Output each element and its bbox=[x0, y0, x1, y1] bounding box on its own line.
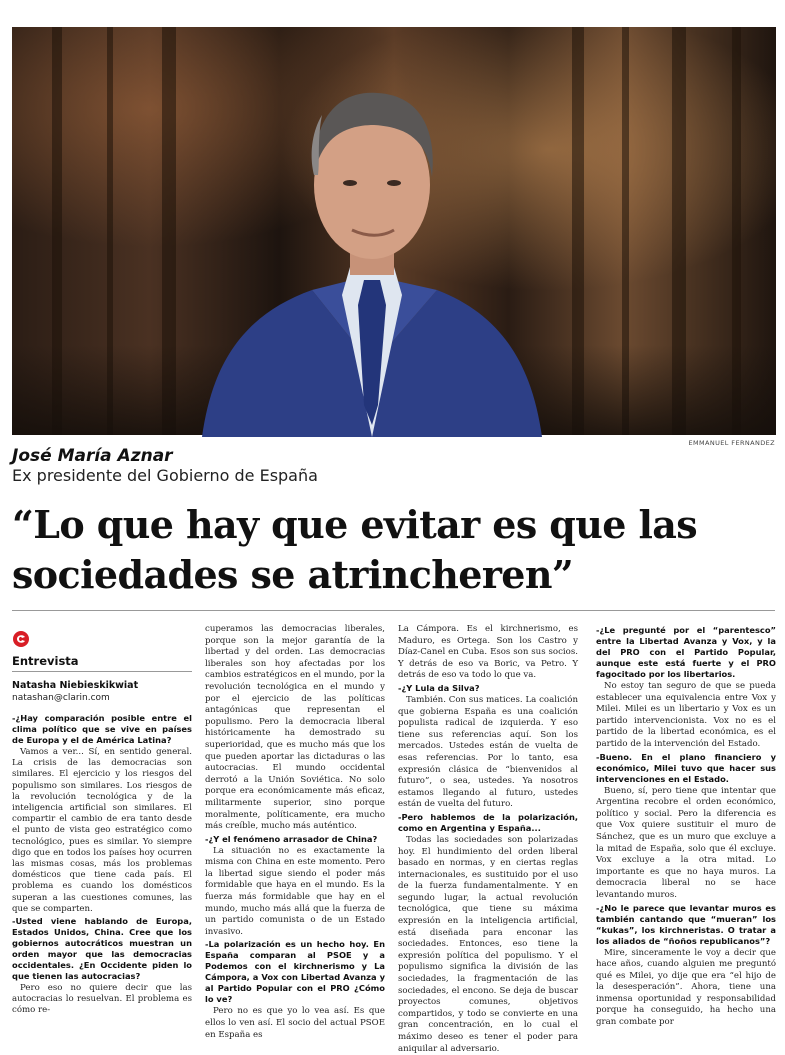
headline: “Lo que hay que evitar es que las sociedades se atrincheren” bbox=[12, 502, 698, 597]
article-column-3 bbox=[398, 624, 578, 1054]
question: -¿Le pregunté por el “parentesco” entre la Libertad Avanza y Vox, y la del PRO con el Partido Popular, aunque este está fuerte y el PRO fagocitado por los libertarios. bbox=[596, 625, 776, 679]
question: -¿Hay comparación posible entre el clima político que se vive en países de Europa y el de América Latina? bbox=[12, 713, 192, 745]
article-column-1 bbox=[12, 712, 192, 1016]
answer-paragraph: Bueno, sí, pero tiene que intentar que Argentina recobre el orden económico, político y social. Pero la diferencia es que Vox quiere sustituir el muro de Sánchez, que es un muro que excluye a la mitad de España, solo que él excluye. Vox excluye a la otra mitad. Lo importante es que no haya muros. La democracia liberal no se hace levantando muros. bbox=[596, 785, 776, 900]
question: -La polarización es un hecho hoy. En España comparan al PSOE y a Podemos con el kirchnerismo y La Cámpora, a Vox con Libertad Avanza y al Partido Popular con el PRO ¿Cómo lo ve? bbox=[205, 939, 385, 1005]
answer-paragraph: La situación no es exactamente la misma con China en este momento. Pero la libertad sigue siendo el poder más formidable que haya en el mundo. Es la fuerza más formidable que hay en el mundo, mucho más allá que la fuerza de un partido comunista o de un Estado invasivo. bbox=[205, 845, 385, 937]
answer-paragraph: cuperamos las democracias liberales, porque son la mejor garantía de la libertad y del orden. Las democracias liberales son hoy afectadas por los cambios estratégicos en el mundo, por la revolución tecnológica en el mundo y por el ejercicio de las políticas antagónicas que representan el populismo. Pero la democracia liberal históricamente ha demostrado su superioridad, que es mucho más que los que pueden aportar las dictaduras o las autocracias. El mundo occidental derrotó a la Unión Soviética. No solo porque era económicamente más eficaz, militarmente superior, sino porque moralmente, políticamente, era mucho más creíble, mucho más auténtico. bbox=[205, 624, 385, 832]
question: -Pero hablemos de la polarización, como en Argentina y España... bbox=[398, 811, 578, 833]
question: -¿Y el fenómeno arrasador de China? bbox=[205, 833, 378, 844]
question: -¿No le parece que levantar muros es también cantando que “mueran” los “kukas”, los kirchneristas. O tratar a los aliados de “ñoños republicanos”? bbox=[596, 902, 776, 946]
answer-paragraph: La Cámpora. Es el kirchnerismo, es Maduro, es Ortega. Son los Castro y Díaz-Canel en Cuba. Esos son sus socios. Y detrás de eso va Boric, va Petro. Y detrás de eso va todo lo que va. bbox=[398, 624, 578, 681]
author-name: Natasha Niebieskikwiat bbox=[12, 680, 139, 691]
section-label: Entrevista bbox=[12, 654, 79, 668]
clarin-logo-icon bbox=[12, 630, 30, 648]
divider bbox=[12, 610, 775, 611]
article-column-2 bbox=[205, 624, 385, 1040]
photo-credit: EMMANUEL FERNANDEZ bbox=[688, 439, 775, 447]
portrait-figure bbox=[202, 65, 542, 437]
answer-paragraph: Vamos a ver... Sí, en sentido general. La crisis de las democracias son similares. El ejercicio y los riesgos del populismo son similares. Los riesgos de la revolución tecnológica y de la inteligencia artificial son similares. El compartir el cambio de era tanto desde el punto de vista geo estratégico como tecnológico, pues es similar. Yo siempre digo que en todos los países hoy ocurren las mismas cosas, más los problemas domésticos que tiene cada país. El problema es cuando los domésticos superan a las cuestiones comunes, las que se comparten. bbox=[12, 747, 192, 914]
answer-paragraph: No estoy tan seguro de que se pueda establecer una equivalencia entre Vox y Milei. Milei es un libertario y Vox es un partido intervencionista. Vox no es el partido de la libertad económica, es el partido de la intervención del Estado. bbox=[596, 681, 776, 749]
question: -¿Y Lula da Silva? bbox=[398, 682, 480, 693]
answer-paragraph: Mire, sinceramente le voy a decir que hace años, cuando alguien me preguntó qué es Milei, yo dije que era “el hijo de la desesperación”. Ahora, tiene una inmensa oportunidad y responsabilidad porque ha conseguido, ha hecho una gran combate por bbox=[596, 947, 776, 1028]
article-column-4 bbox=[596, 624, 776, 1028]
subject-name: José María Aznar bbox=[12, 446, 173, 466]
subject-role: Ex presidente del Gobierno de España bbox=[12, 466, 318, 485]
portrait-photo bbox=[12, 27, 776, 435]
divider bbox=[12, 671, 192, 672]
question: -Usted viene hablando de Europa, Estados Unidos, China. Cree que los gobiernos autocráticos muestran un orden mayor que las democracias occidentales. ¿En Occidente piden lo que tienen las autocracias? bbox=[12, 916, 192, 982]
answer-paragraph: Todas las sociedades son polarizadas hoy. El hundimiento del orden liberal basado en normas, y en ciertas reglas internacionales, es sustituido por el uso de la fuerza fundamentalmente. Y en segundo lugar, la actual revolución tecnológica, que tiene su máxima expresión en la inteligencia artificial, está diseñada para enconar las sociedades. Entonces, eso tiene la expresión política del populismo. Y el populismo significa la división de las sociedades, la fragmentación de las sociedades, el encono. Se deja de buscar proyectos comunes, objetivos compartidos, y todo se convierte en una gran concentración, en lo cual el máximo deseo es tener el poder para aniquilar al adversario. bbox=[398, 834, 578, 1054]
answer-paragraph: Pero no es que yo lo vea así. Es que ellos lo ven así. El socio del actual PSOE en España es bbox=[205, 1006, 385, 1040]
answer-paragraph: También. Con sus matices. La coalición que gobierna España es una coalición populista radical de izquierda. Y eso tiene sus referencias aquí. Son los mercados. Ustedes están de vuelta de esas referencias. Por lo tanto, esa expresión clásica de “bienvenidos al futuro”, o sea, ustedes. Ya nosotros estamos llegando al futuro, ustedes están de vuelta del futuro. bbox=[398, 694, 578, 810]
author-email[interactable]: natashan@clarin.com bbox=[12, 693, 110, 703]
answer-paragraph: Pero eso no quiere decir que las autocracias lo resuelvan. El problema es cómo re- bbox=[12, 983, 192, 1016]
question: -Bueno. En el plano financiero y económico, Milei tuvo que hacer sus intervenciones en el Estado. bbox=[596, 751, 776, 784]
